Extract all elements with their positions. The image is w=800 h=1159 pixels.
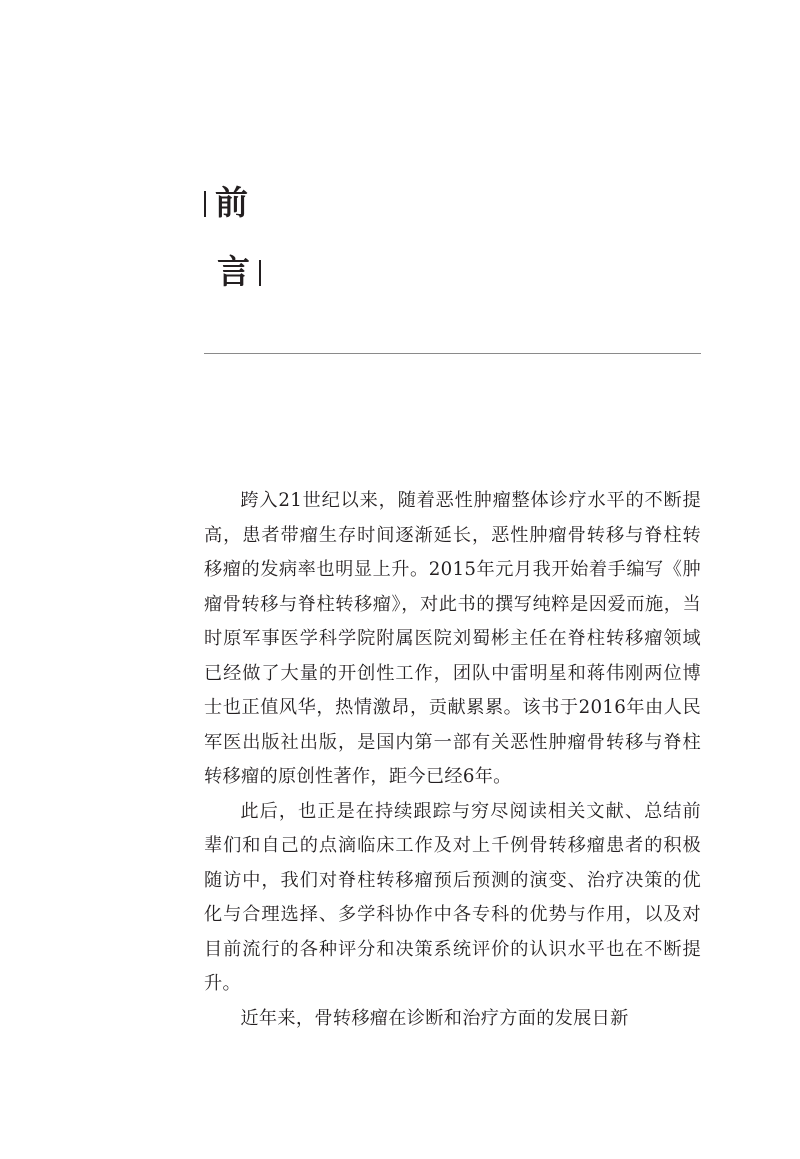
title-bar-left (204, 191, 206, 217)
title-divider (204, 353, 701, 354)
title-char-2: 言 (217, 252, 250, 291)
title-bar-right (259, 260, 261, 286)
body-text (204, 484, 701, 1036)
paragraph-2: 此后，也正是在持续跟踪与穷尽阅读相关文献、总结前辈们和自己的点滴临床工作及对上千例骨转移瘤患者的积极随访中，我们对脊柱转移瘤预后预测的演变、治疗决策的优化与合理选择、多学科协作中各专科的优势与作用，以及对目前流行的各种评分和决策系统评价的认识水平也在不断提升。 (204, 800, 701, 994)
page-title (204, 178, 324, 298)
title-char-1: 前 (215, 183, 248, 222)
paragraph-3: 近年来，骨转移瘤在诊断和治疗方面的发展日新 (240, 1007, 629, 1029)
paragraph-1: 跨入21世纪以来，随着恶性肿瘤整体诊疗水平的不断提高，患者带瘤生存时间逐渐延长，恶性肿瘤骨转移与脊柱转移瘤的发病率也明显上升。2015年元月我开始着手编写《肿瘤骨转移与脊柱转移瘤》，对此书的撰写纯粹是因爱而施，当时原军事医学科学院附属医院刘蜀彬主任在脊柱转移瘤领域已经做了大量的开创性工作，团队中雷明星和蒋伟刚两位博士也正值风华，热情激昂，贡献累累。该书于2016年由人民军医出版社出版，是国内第一部有关恶性肿瘤骨转移与脊柱转移瘤的原创性著作，距今已经6年。 (204, 490, 701, 787)
